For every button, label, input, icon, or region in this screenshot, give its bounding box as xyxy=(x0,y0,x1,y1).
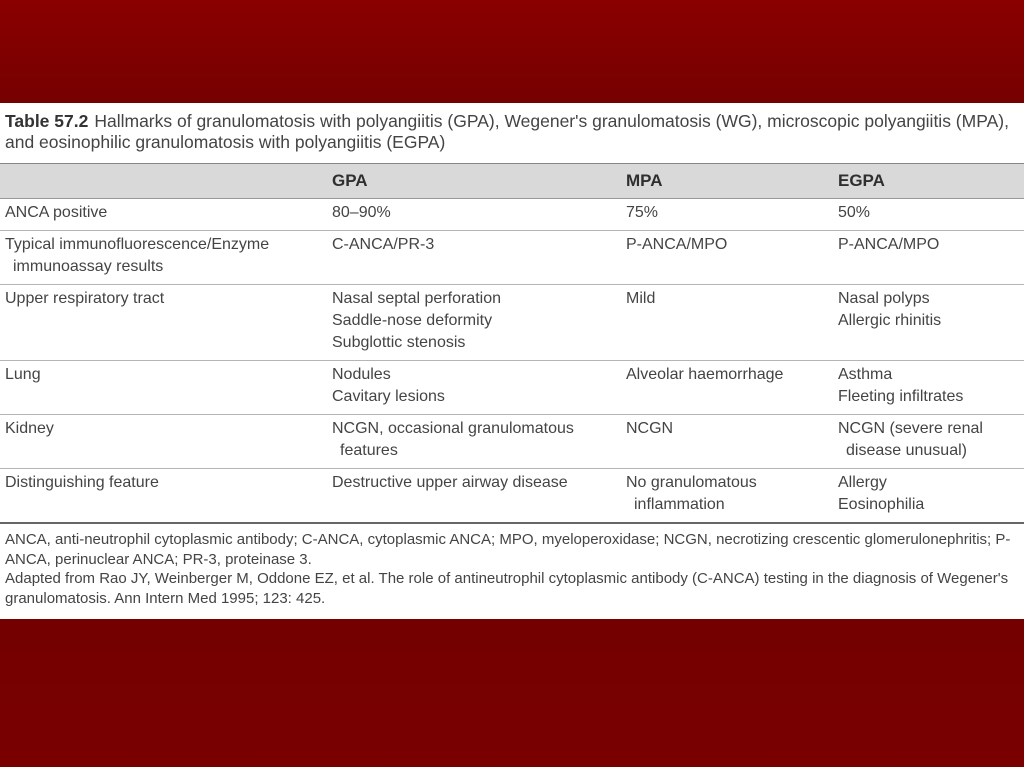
row-feature-cell xyxy=(0,469,332,524)
gpa-cell xyxy=(332,199,626,231)
cell-line: immunoassay results xyxy=(13,258,164,275)
cell-line: Subglottic stenosis xyxy=(332,334,466,351)
cell-line: Allergic rhinitis xyxy=(838,312,942,329)
cell-line: Distinguishing feature xyxy=(5,474,159,491)
cell-line: No granulomatous xyxy=(626,474,757,491)
cell-line: NCGN, occasional granulomatous xyxy=(332,420,574,437)
table-panel xyxy=(0,103,1024,619)
gpa-cell xyxy=(332,469,626,524)
row-feature-cell xyxy=(0,231,332,285)
gpa-cell xyxy=(332,285,626,361)
table-row xyxy=(0,199,1024,231)
cell-line: 75% xyxy=(626,204,659,221)
cell-line: Lung xyxy=(5,366,41,383)
egpa-cell xyxy=(838,415,1024,469)
cell-line: Destructive upper airway disease xyxy=(332,474,568,491)
cell-line: Nasal septal perforation xyxy=(332,290,501,307)
cell-line: Mild xyxy=(626,290,656,307)
cell-line: P-ANCA/MPO xyxy=(838,236,940,253)
egpa-cell xyxy=(838,285,1024,361)
cell-line: disease unusual) xyxy=(846,442,967,459)
gpa-cell xyxy=(332,361,626,415)
gpa-cell xyxy=(332,415,626,469)
egpa-cell xyxy=(838,231,1024,285)
gpa-cell xyxy=(332,231,626,285)
cell-line: Alveolar haemorrhage xyxy=(626,366,784,383)
cell-line: NCGN (severe renal xyxy=(838,420,983,437)
table-row xyxy=(0,415,1024,469)
cell-line: ANCA positive xyxy=(5,204,108,221)
row-feature-cell xyxy=(0,415,332,469)
cell-line: P-ANCA/MPO xyxy=(626,236,728,253)
abbreviations-note: ANCA, anti-neutrophil cytoplasmic antibody; C-ANCA, cytoplasmic ANCA; MPO, myeloperoxidase; NCGN, necrotizing crescentic glomerulonephritis; P-ANCA, perinuclear ANCA; PR-3, proteinase 3. xyxy=(5,531,1011,568)
egpa-cell xyxy=(838,361,1024,415)
cell-line: inflammation xyxy=(634,496,725,513)
table-row xyxy=(0,361,1024,415)
cell-line: 50% xyxy=(838,204,871,221)
table-caption xyxy=(5,111,1020,153)
cell-line: Kidney xyxy=(5,420,54,437)
cell-line: 80–90% xyxy=(332,204,391,221)
cell-line: Allergy xyxy=(838,474,887,491)
row-feature-cell xyxy=(0,361,332,415)
source-citation: Adapted from Rao JY, Weinberger M, Oddone EZ, et al. The role of antineutrophil cytoplasmic antibody (C-ANCA) testing in the diagnosis of Wegener's granulomatosis. Ann Intern Med 1995; 123: 425. xyxy=(5,570,1009,607)
slide-background-bottom xyxy=(0,619,1024,767)
cell-line: Eosinophilia xyxy=(838,496,925,513)
table-title: Hallmarks of granulomatosis with polyangiitis (GPA), Wegener's granulomatosis (WG), microscopic polyangiitis (MPA), and eosinophilic granulomatosis with polyangiitis (EGPA) xyxy=(5,111,1009,152)
cell-line: Asthma xyxy=(838,366,893,383)
mpa-cell xyxy=(626,415,838,469)
cell-line: C-ANCA/PR-3 xyxy=(332,236,435,253)
column-header-feature xyxy=(0,164,332,199)
cell-line: Fleeting infiltrates xyxy=(838,388,964,405)
table-row xyxy=(0,231,1024,285)
table-label: Table 57.2 xyxy=(5,111,89,131)
cell-line: NCGN xyxy=(626,420,674,437)
column-header-mpa: MPA xyxy=(626,164,838,199)
mpa-cell xyxy=(626,199,838,231)
table-row xyxy=(0,469,1024,524)
egpa-cell xyxy=(838,469,1024,524)
cell-line: Cavitary lesions xyxy=(332,388,445,405)
table-footnotes xyxy=(5,530,1023,608)
cell-line: Nasal polyps xyxy=(838,290,930,307)
cell-line: Nodules xyxy=(332,366,391,383)
cell-line: features xyxy=(340,442,398,459)
mpa-cell xyxy=(626,469,838,524)
table-header-row xyxy=(0,164,1024,199)
row-feature-cell xyxy=(0,199,332,231)
cell-line: Saddle-nose deformity xyxy=(332,312,493,329)
column-header-gpa: GPA xyxy=(332,164,626,199)
hallmarks-table xyxy=(0,163,1024,524)
cell-line: Upper respiratory tract xyxy=(5,290,165,307)
mpa-cell xyxy=(626,285,838,361)
table-row xyxy=(0,285,1024,361)
column-header-egpa: EGPA xyxy=(838,164,1024,199)
egpa-cell xyxy=(838,199,1024,231)
cell-line: Typical immunofluorescence/Enzyme xyxy=(5,236,270,253)
mpa-cell xyxy=(626,361,838,415)
mpa-cell xyxy=(626,231,838,285)
slide-background-top xyxy=(0,0,1024,103)
row-feature-cell xyxy=(0,285,332,361)
